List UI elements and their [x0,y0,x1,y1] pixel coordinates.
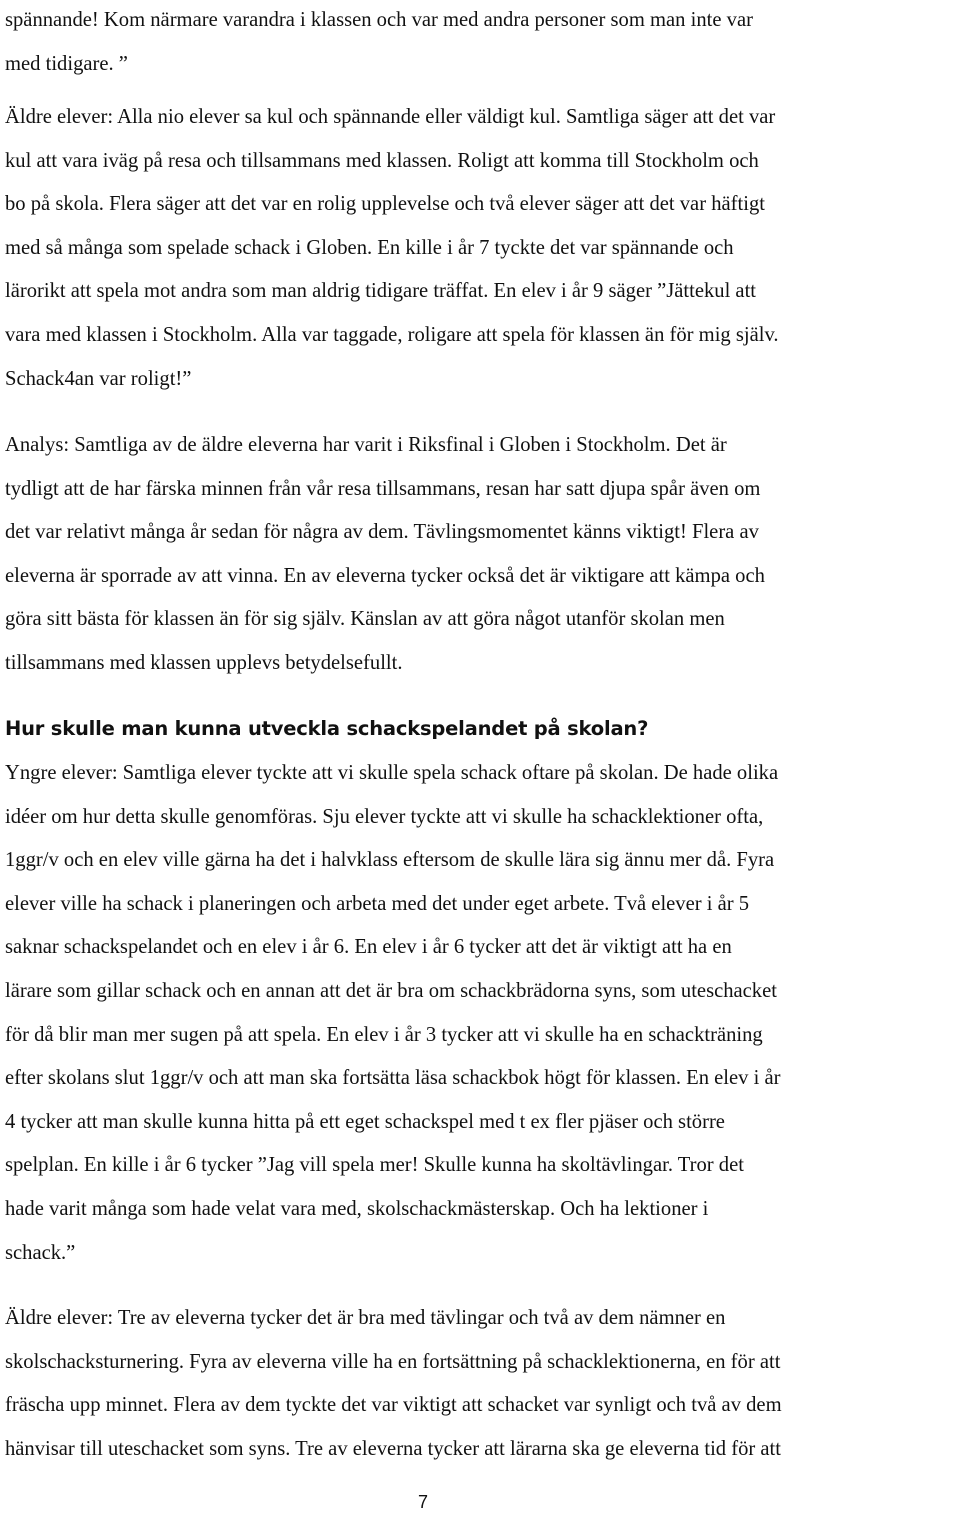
text-line: bo på skola. Flera säger att det var en rolig upplevelse och två elever säger att det var häftigt [5,193,765,216]
page-number: 7 [417,1492,428,1512]
text-line: Yngre elever: Samtliga elever tyckte att vi skulle spela schack oftare på skolan. De hade olika [5,762,779,784]
text-line: eleverna är sporrade av att vinna. En av eleverna tycker också det är viktigare att kämpa och [5,564,765,587]
text-line: Analys: Samtliga av de äldre eleverna har varit i Riksfinal i Globen i Stockholm. Det är [5,434,727,456]
text-line: hänvisar till uteschacket som syns. Tre av eleverna tycker att lärarna ska ge eleverna tid för att [5,1437,781,1460]
paragraph-analysis [5,424,955,686]
text-line: för då blir man mer sugen på att spela. En elev i år 3 tycker att vi skulle ha en schackträning [5,1023,763,1046]
text-line: Äldre elever: Tre av eleverna tycker det är bra med tävlingar och två av dem nämner en [5,1307,726,1329]
text-line: lärorikt att spela mot andra som man aldrig tidigare träffat. En elev i år 9 säger ”Jättekul att [5,280,757,303]
paragraph-older-students [5,96,955,401]
text-line: skolschacksturnering. Fyra av eleverna ville ha en fortsättning på schacklektionerna, en för att [5,1350,781,1373]
text-line: det var relativt många år sedan för några av dem. Tävlingsmomentet känns viktigt! Flera av [5,521,759,544]
text-line: spelplan. En kille i år 6 tycker ”Jag vill spela mer! Skulle kunna ha skoltävlingar. Tror det [5,1154,744,1177]
text-line: med så många som spelade schack i Globen. En kille i år 7 tyckte det var spännande och [5,236,734,259]
text-line: lärare som gillar schack och en annan att det är bra om schackbrädorna syns, som uteschacket [5,979,777,1002]
text-line: 4 tycker att man skulle kunna hitta på ett eget schackspel med t ex fler pjäser och större [5,1110,725,1133]
text-line: Äldre elever: Alla nio elever sa kul och spännande eller väldigt kul. Samtliga säger att det var [5,106,776,128]
text-line: med tidigare. ” [5,52,128,75]
text-line: elever ville ha schack i planeringen och arbeta med det under eget arbete. Två elever i år 5 [5,892,750,915]
text-line: saknar schackspelandet och en elev i år 6. En elev i år 6 tycker att det är viktigt att ha en [5,936,732,959]
paragraph-older-students-ideas [5,1297,955,1471]
text-line: efter skolans slut 1ggr/v och att man ska fortsätta läsa schackbok högt för klassen. En elev i år [5,1067,781,1090]
text-line: schack.” [5,1241,76,1264]
text-line: idéer om hur detta skulle genomföras. Sju elever tyckte att vi skulle ha schacklektioner ofta, [5,805,764,828]
text-line: spännande! Kom närmare varandra i klassen och var med andra personer som man inte var [5,9,753,31]
text-line: Schack4an var roligt!” [5,367,192,390]
section-heading: Hur skulle man kunna utveckla schackspelandet på skolan? [5,717,649,740]
text-line: göra sitt bästa för klassen än för sig själv. Känslan av att göra något utanför skolan men [5,608,725,631]
text-line: tydligt att de har färska minnen från vår resa tillsammans, resan har satt djupa spår även om [5,477,761,500]
text-line: vara med klassen i Stockholm. Alla var taggade, roligare att spela för klassen än för mig själv. [5,323,779,346]
text-line: 1ggr/v och en elev ville gärna ha det i halvklass eftersom de skulle lära sig ännu mer då. Fyra [5,849,775,872]
text-line: tillsammans med klassen upplevs betydelsefullt. [5,651,403,674]
text-line: fräscha upp minnet. Flera av dem tyckte det var viktigt att schacket var synligt och två av dem [5,1394,782,1417]
paragraph-continuation [5,0,955,86]
text-line: kul att vara iväg på resa och tillsammans med klassen. Roligt att komma till Stockholm och [5,149,759,172]
paragraph-younger-students [5,752,955,1275]
text-line: hade varit många som hade velat vara med, skolschackmästerskap. Och ha lektioner i [5,1197,709,1220]
